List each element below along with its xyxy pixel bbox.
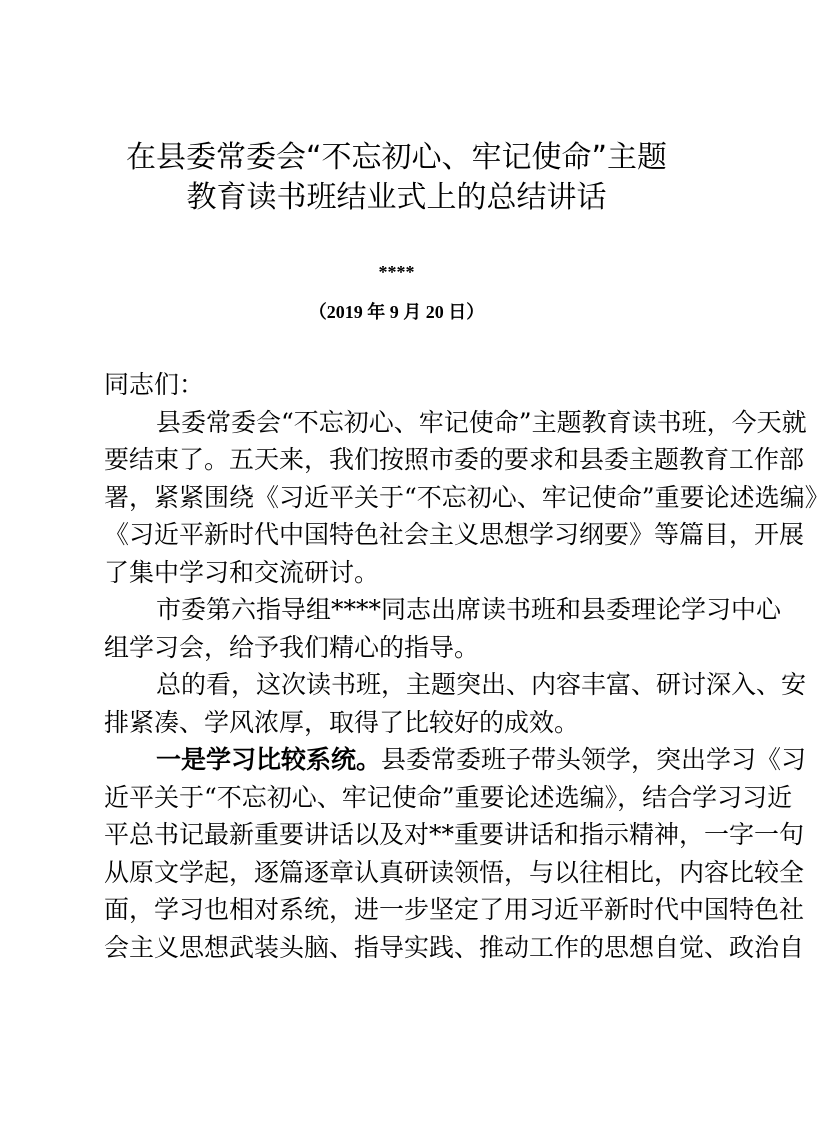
paragraph-line: 面，学习也相对系统，进一步坚定了用习近平新时代中国特色社	[104, 895, 805, 924]
paragraph-line: 了集中学习和交流研讨。	[104, 557, 380, 587]
paragraph	[104, 666, 807, 741]
paragraph-line: 《习近平新时代中国特色社会主义思想学习纲要》等篇目，开展	[104, 520, 805, 549]
speech-date: （2019 年 9 月 20 日）	[308, 302, 485, 322]
paragraph	[104, 404, 830, 592]
paragraph-line: 要结束了。五天来，我们按照市委的要求和县委主题教育工作部	[104, 445, 805, 474]
paragraph	[104, 591, 782, 666]
salutation: 同志们：	[104, 370, 205, 399]
paragraph-line: 平总书记最新重要讲话以及对**重要讲话和指示精神，一字一句	[104, 820, 805, 849]
document-body	[104, 366, 830, 966]
paragraph-line: 市委第六指导组****同志出席读书班和县委理论学习中心	[156, 595, 782, 624]
title-line-2: 教育读书班结业式上的总结讲话	[186, 180, 607, 215]
paragraph-line: 县委常委会“不忘初心、牢记使命”主题教育读书班，今天就	[156, 407, 807, 437]
paragraph-line: 排紧凑、学风浓厚，取得了比较好的成效。	[104, 707, 580, 737]
bold-lead: 一是学习比较系统。	[156, 745, 382, 774]
paragraph-line: 署，紧紧围绕《习近平关于“不忘初心、牢记使命”重要论述选编》	[104, 482, 830, 512]
paragraph-line	[104, 741, 807, 779]
paragraph-line: 总的看，这次读书班，主题突出、内容丰富、研讨深入、安	[156, 670, 807, 699]
paragraph	[104, 741, 807, 966]
paragraph-line: 从原文学起，逐篇逐章认真研读领悟，与以往相比，内容比较全	[104, 857, 805, 887]
line-text: 县委常委班子带头领学，突出学习《习	[381, 745, 807, 774]
document-title	[0, 138, 793, 218]
title-line-1: 在县委常委会“不忘初心、牢记使命”主题	[125, 140, 668, 175]
author: ****	[378, 262, 415, 282]
paragraph-line: 会主义思想武装头脑、指导实践、推动工作的思想自觉、政治自	[104, 932, 805, 962]
paragraph-line: 近平关于“不忘初心、牢记使命”重要论述选编》，结合学习习近	[104, 782, 793, 812]
paragraph-line: 组学习会，给予我们精心的指导。	[104, 632, 480, 662]
